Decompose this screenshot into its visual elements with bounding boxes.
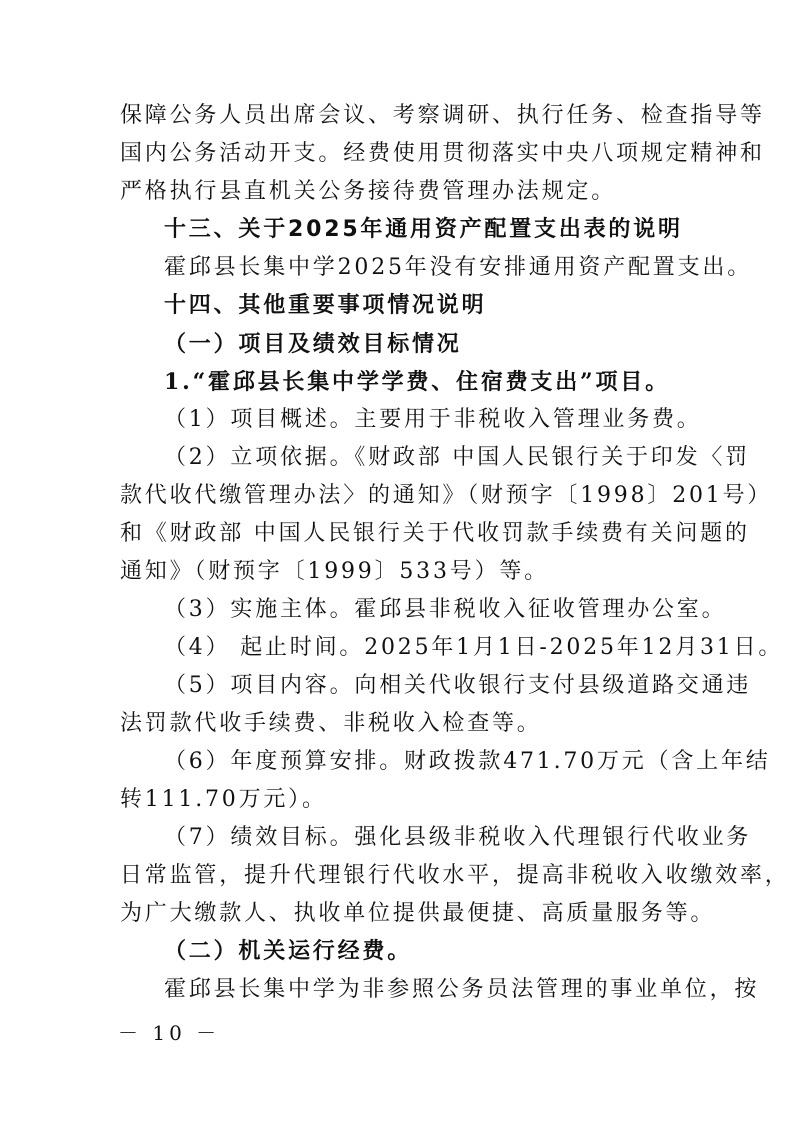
body-text-line: 法罚款代收手续费、非税收入检查等。 [120, 711, 542, 736]
page-number: － 10 － [118, 1021, 221, 1045]
body-text-line: 转111.70万元）。 [120, 787, 327, 812]
body-text-line: 严格执行县直机关公务接待费管理办法规定。 [120, 179, 617, 204]
body-text-line: 为广大缴款人、执收单位提供最便捷、高质量服务等。 [120, 901, 716, 926]
subsection-heading: （二）机关运行经费。 [164, 939, 413, 964]
body-text-line: 和《财政部 中国人民银行关于代收罚款手续费有关问题的 [120, 521, 750, 546]
body-text-line: 日常监管，提升代理银行代收水平，提高非税收入收缴效率， [120, 863, 790, 888]
body-text-line: （2）立项依据。《财政部 中国人民银行关于印发〈罚 [164, 445, 750, 470]
subsection-heading: （一）项目及绩效目标情况 [164, 331, 462, 357]
body-text-line: （4） 起止时间。2025年1月1日-2025年12月31日。 [164, 635, 784, 660]
body-text-line: （6）年度预算安排。财政拨款471.70万元（含上年结 [164, 749, 771, 774]
body-text-line: （1）项目概述。主要用于非税收入管理业务费。 [164, 407, 702, 432]
body-text-line: 款代收代缴管理办法〉的通知》（财预字〔1998〕201号） [120, 483, 773, 508]
section-heading: 十三、关于2025年通用资产配置支出表的说明 [164, 217, 683, 242]
body-text-line: （3）实施主体。霍邱县非税收入征收管理办公室。 [164, 597, 727, 622]
body-text-line: 国内公务活动开支。经费使用贯彻落实中央八项规定精神和 [120, 141, 765, 166]
body-text-line: （5）项目内容。向相关代收银行支付县级道路交通违 [164, 673, 752, 698]
project-title: 1.“霍邱县长集中学学费、住宿费支出”项目。 [164, 369, 670, 395]
body-text-line: 霍邱县长集中学2025年没有安排通用资产配置支出。 [164, 255, 752, 280]
body-text-line: 保障公务人员出席会议、考察调研、执行任务、检查指导等 [120, 103, 765, 128]
body-text-line: 霍邱县长集中学为非参照公务员法管理的事业单位，按 [164, 977, 760, 1002]
section-heading: 十四、其他重要事项情况说明 [164, 293, 487, 318]
body-text-line: 通知》（财预字〔1999〕533号）等。 [120, 559, 549, 584]
body-text-line: （7）绩效目标。强化县级非税收入代理银行代收业务 [164, 825, 752, 850]
